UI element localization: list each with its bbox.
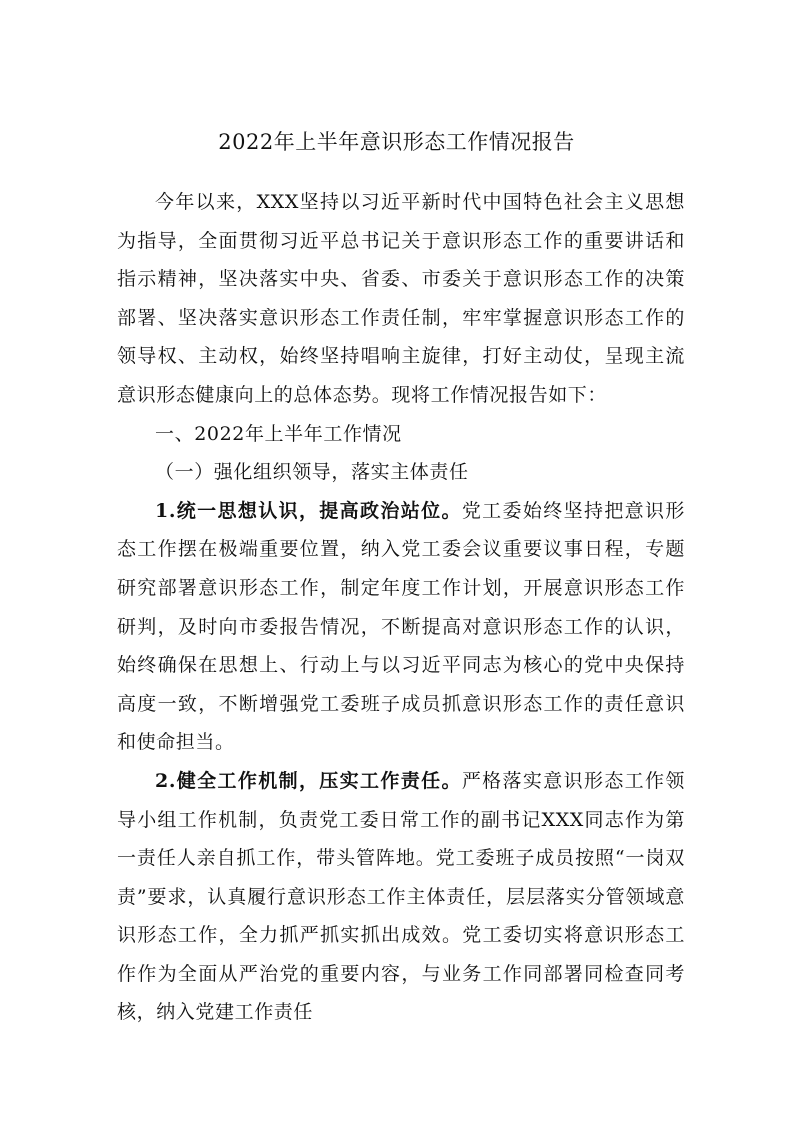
section-heading: 一、2022年上半年工作情况 xyxy=(155,422,402,445)
item-text-1: 党工委始终坚持把意识形态工作摆在极端重要位置，纳入党工委会议重要议事日程，专题研究部署意识形态工作，制定年度工作计划，开展意识形态工作研判，及时向市委报告情况，不断提高对意识形态工作的认识，始终确保在思想上、行动上与以习近平同志为核心的党中央保持高度一致，不断增强党工委班子成员抓意识形态工作的责任意识和使命担当。 xyxy=(117,499,685,754)
item-text-2: 严格落实意识形态工作领导小组工作机制，负责党工委日常工作的副书记XXX同志作为第一责任人亲自抓工作，带头管阵地。党工委班子成员按照“一岗双责”要求，认真履行意识形态工作主体责任，层层落实分管领域意识形态工作，全力抓严抓实抓出成效。党工委切实将意识形态工作作为全面从严治党的重要内容，与业务工作同部署同检查同考核，纳入党建工作责任 xyxy=(117,769,685,1024)
item-lead-2: 2.健全工作机制，压实工作责任。 xyxy=(155,769,462,792)
item-lead-1: 1.统一思想认识，提高政治站位。 xyxy=(155,499,462,522)
item-paragraph-2 xyxy=(117,762,685,1032)
item-paragraph-1 xyxy=(117,492,685,762)
document-body xyxy=(117,183,685,1032)
page-title: 2022年上半年意识形态工作情况报告 xyxy=(218,130,575,154)
intro-paragraph: 今年以来，XXX坚持以习近平新时代中国特色社会主义思想为指导，全面贯彻习近平总书记关于意识形态工作的重要讲话和指示精神，坚决落实中央、省委、市委关于意识形态工作的决策部署、坚决落实意识形态工作责任制，牢牢掌握意识形态工作的领导权、主动权，始终坚持唱响主旋律，打好主动仗，呈现主流意识形态健康向上的总体态势。现将工作情况报告如下： xyxy=(117,191,685,406)
subsection-heading: （一）强化组织领导，落实主体责任 xyxy=(155,461,469,484)
